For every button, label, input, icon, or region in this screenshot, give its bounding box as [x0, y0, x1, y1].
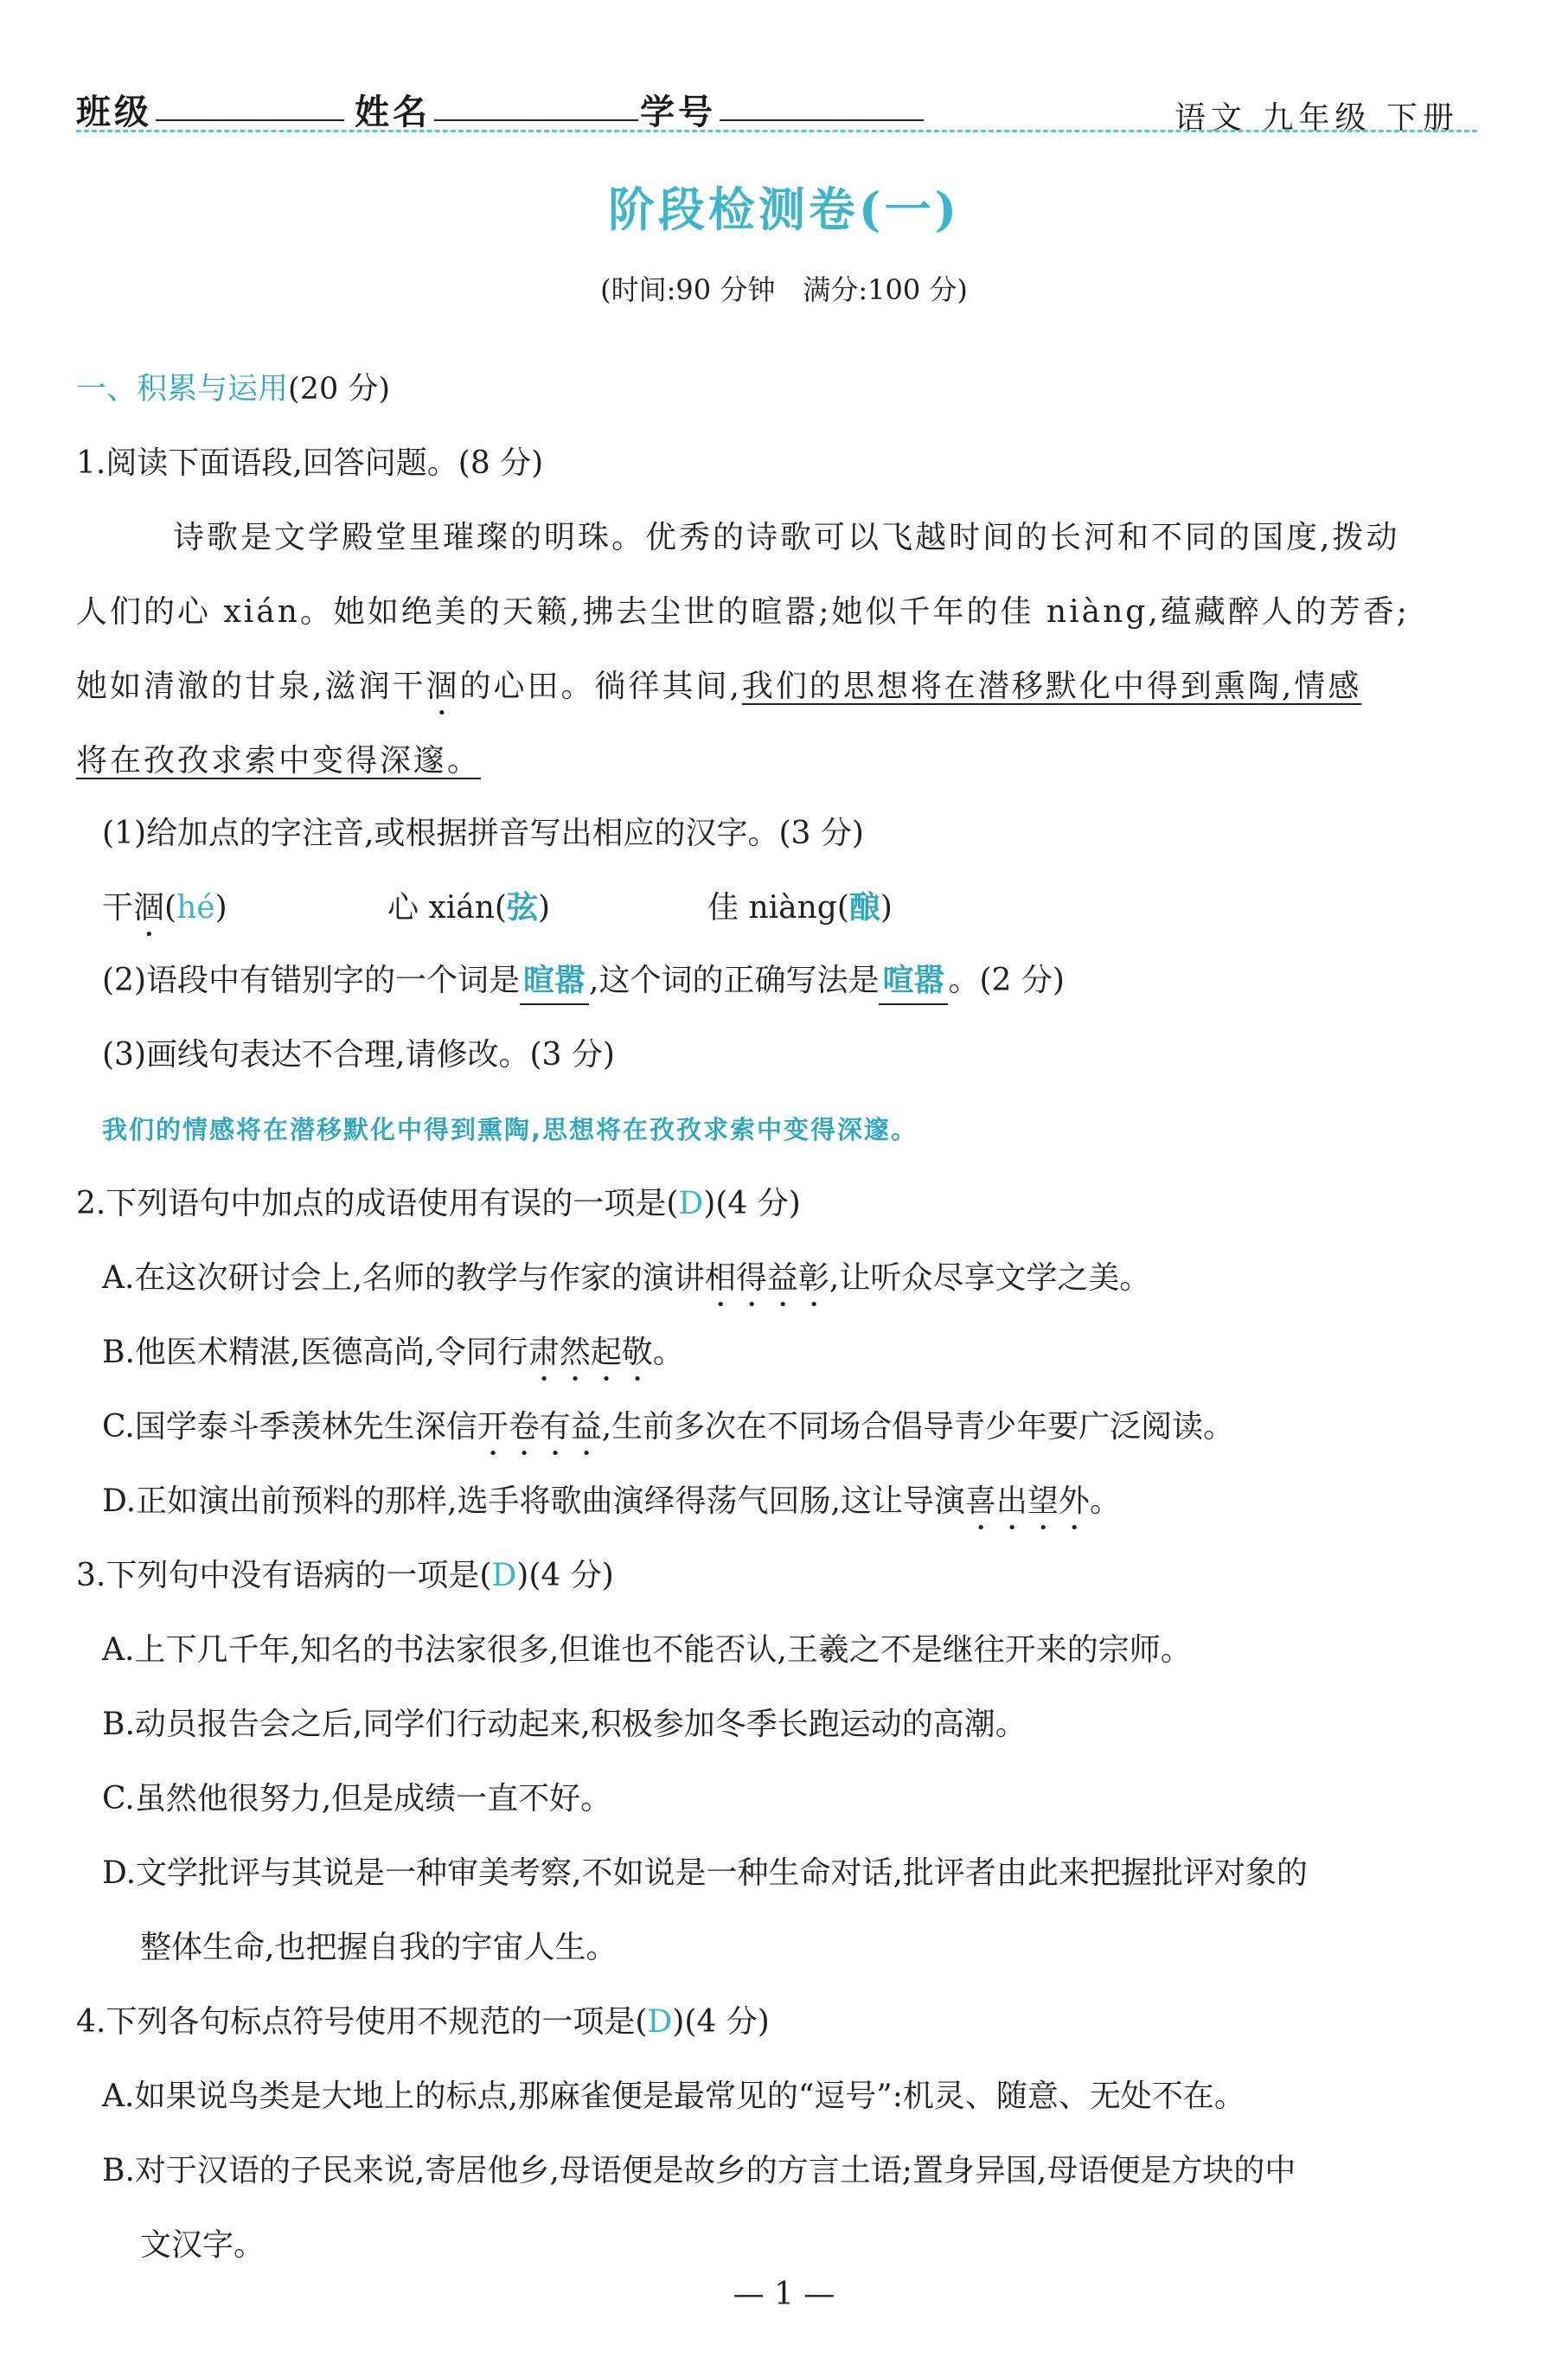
answer-pinyin[interactable]: hé	[176, 890, 215, 926]
q1-sub1: (1)给加点的字注音,或根据拼音写出相应的汉字。(3 分)	[102, 816, 864, 851]
q2-option-b[interactable]: B.他医术精湛,医德高尚,令同行肃然起敬。	[102, 1335, 684, 1370]
q3-option-d[interactable]: D.文学批评与其说是一种审美考察,不如说是一种生命对话,批评者由此来把握批评对象的	[102, 1855, 1308, 1891]
q4-option-b[interactable]: B.对于汉语的子民来说,寄居他乡,母语便是故乡的方言土语;置身异国,母语便是方块的中	[102, 2153, 1296, 2188]
underlined-sentence-part-2: 将在孜孜求索中变得深邃。	[76, 743, 482, 778]
dotted-idiom: 开卷有益	[477, 1409, 602, 1445]
q2-option-d[interactable]: D.正如演出前预料的那样,选手将歌曲演绎得荡气回肠,这让导演喜出望外。	[102, 1483, 1121, 1519]
passage-line-2: 人们的心 xián。她如绝美的天籁,拂去尘世的暄嚣;她似千年的佳 niàng,蕴藏醉人的芳香;	[76, 594, 1410, 630]
class-blank[interactable]	[156, 119, 344, 121]
passage-line-3: 她如清澈的甘泉,滋润干涸的心田。徜徉其间,我们的思想将在潜移默化中得到熏陶,情感	[76, 669, 1362, 704]
page-title: 阶段检测卷(一)	[607, 182, 961, 237]
exam-time-score: (时间:90 分钟 满分:100 分)	[600, 273, 968, 306]
header-divider	[76, 130, 1477, 132]
dotted-char: 涸	[426, 669, 460, 704]
q1-sub2: (2)语段中有错别字的一个词是 暄嚣 ,这个词的正确写法是 喧嚣 。(2 分)	[102, 958, 1065, 1005]
answer-choice[interactable]: D	[491, 1558, 517, 1593]
answer-revised-sentence[interactable]: 我们的情感将在潜移默化中得到熏陶,思想将在孜孜求索中变得深邃。	[102, 1115, 918, 1144]
question-3-stem: 3.下列句中没有语病的一项是(D)(4 分)	[76, 1558, 614, 1593]
class-label: 班级	[76, 93, 152, 132]
q4-option-b-continued: 文汉字。	[140, 2227, 266, 2263]
answer-correct-word[interactable]: 喧嚣	[879, 958, 948, 1005]
section-label: 一、积累与运用	[76, 372, 289, 407]
q3-option-a[interactable]: A.上下几千年,知名的书法家很多,但谁也不能否认,王羲之不是继往开来的宗师。	[102, 1632, 1192, 1668]
dotted-idiom: 喜出望外	[964, 1483, 1090, 1519]
question-4-stem: 4.下列各句标点符号使用不规范的一项是(D)(4 分)	[76, 2004, 770, 2040]
page-number: — 1 —	[733, 2277, 835, 2312]
underlined-sentence-part-1: 我们的思想将在潜移默化中得到熏陶,情感	[741, 669, 1362, 704]
section-points: (20 分)	[288, 372, 390, 407]
answer-hanzi-xian[interactable]: 弦	[506, 890, 538, 926]
passage-line-1: 诗歌是文学殿堂里璀璨的明珠。优秀的诗歌可以飞越时间的长河和不同的国度,拨动	[173, 520, 1400, 555]
student-id-label: 学号	[640, 93, 716, 132]
dotted-idiom: 肃然起敬	[528, 1335, 653, 1370]
q3-option-b[interactable]: B.动员报告会之后,同学们行动起来,积极参加冬季长跑运动的高潮。	[102, 1707, 1027, 1742]
answer-choice[interactable]: D	[678, 1186, 704, 1221]
q2-option-a[interactable]: A.在这次研讨会上,名师的教学与作家的演讲相得益彰,让听众尽享文学之美。	[102, 1260, 1151, 1296]
question-1-stem: 1.阅读下面语段,回答问题。(8 分)	[76, 445, 544, 481]
pinyin-item-1: 干涸(hé)	[102, 890, 227, 926]
q1-sub3: (3)画线句表达不合理,请修改。(3 分)	[102, 1037, 615, 1073]
pinyin-item-2: 心 xián(弦)	[387, 890, 551, 926]
name-label: 姓名	[355, 93, 431, 132]
subject-grade-label: 语文 九年级 下册	[1174, 100, 1459, 136]
answer-hanzi-niang[interactable]: 酿	[848, 890, 880, 926]
q3-option-d-continued: 整体生命,也把握自我的宇宙人生。	[140, 1930, 618, 1965]
name-blank[interactable]	[434, 119, 638, 121]
q4-option-a[interactable]: A.如果说鸟类是大地上的标点,那麻雀便是最常见的“逗号”:机灵、随意、无处不在。	[102, 2079, 1245, 2114]
answer-wrong-word[interactable]: 暄嚣	[520, 958, 589, 1005]
q2-option-c[interactable]: C.国学泰斗季羡林先生深信开卷有益,生前多次在不同场合倡导青少年要广泛阅读。	[102, 1409, 1235, 1445]
student-id-blank[interactable]	[720, 119, 924, 121]
passage-line-4	[76, 739, 1477, 784]
section-heading	[76, 365, 390, 408]
q3-option-c[interactable]: C.虽然他很努力,但是成绩一直不好。	[102, 1781, 612, 1816]
dotted-idiom: 相得益彰	[704, 1260, 829, 1296]
pinyin-item-3: 佳 niàng(酿)	[707, 890, 893, 926]
answer-choice[interactable]: D	[647, 2004, 673, 2040]
question-2-stem: 2.下列语句中加点的成语使用有误的一项是(D)(4 分)	[76, 1186, 801, 1221]
